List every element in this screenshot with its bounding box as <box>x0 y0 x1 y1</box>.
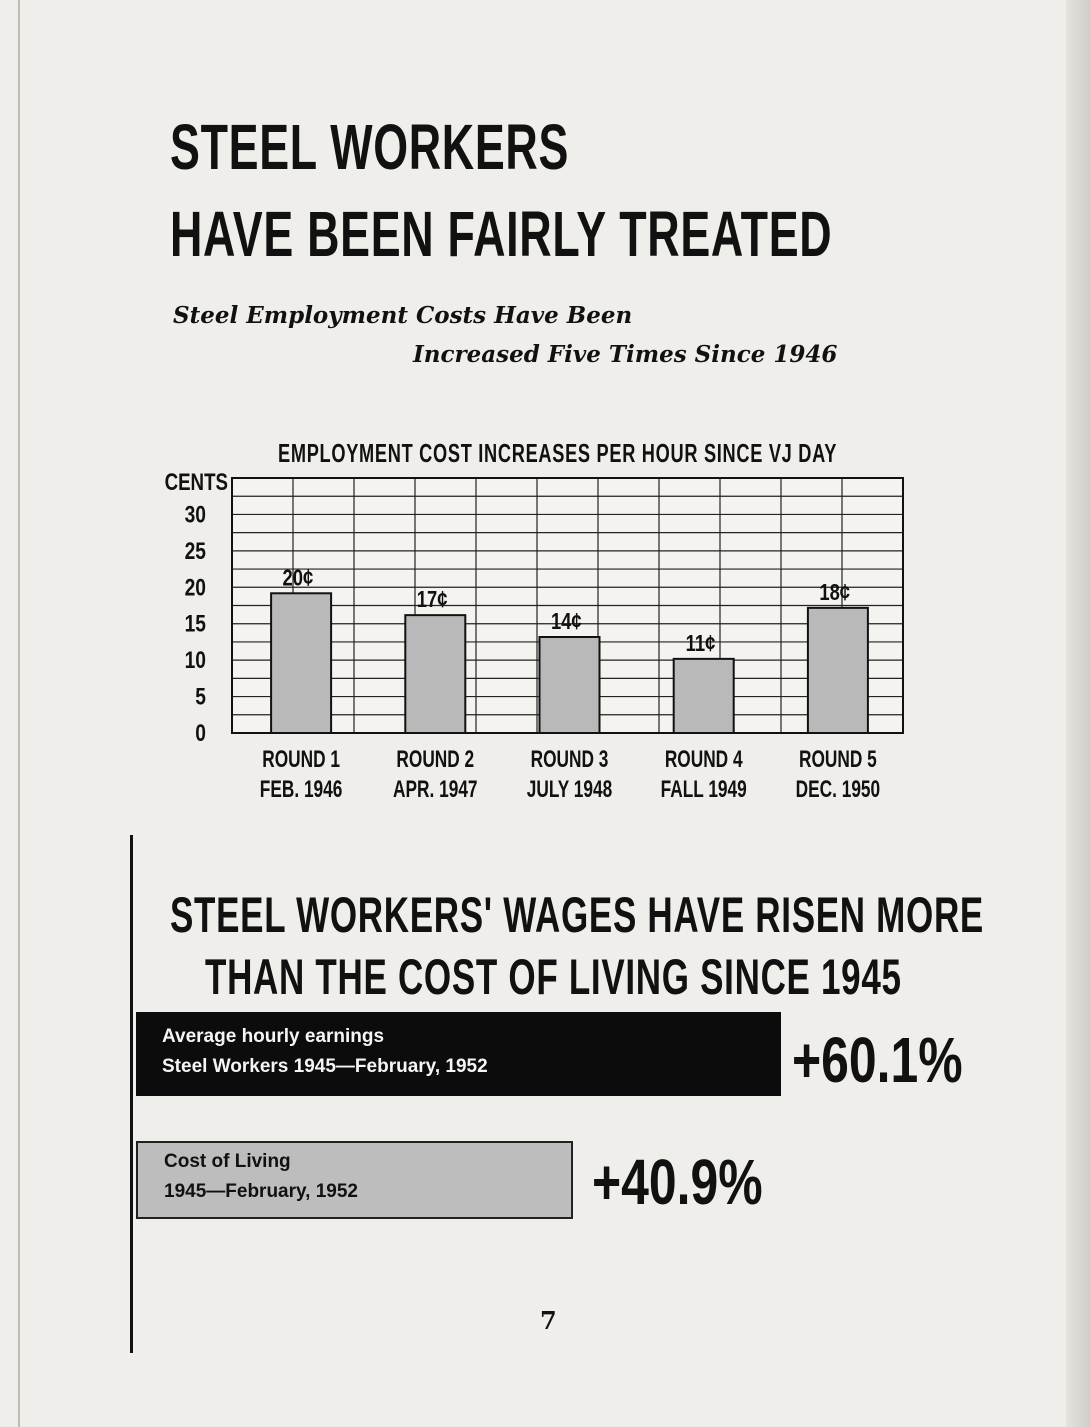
y-tick-label: 15 <box>184 609 206 638</box>
subtitle-line-1: Steel Employment Costs Have Been <box>173 302 633 329</box>
cost-of-living-bar <box>136 1141 573 1219</box>
subtitle-line-2: Increased Five Times Since 1946 <box>413 341 838 368</box>
bar <box>271 593 331 733</box>
x-tick-label-round: ROUND 3 <box>530 746 609 773</box>
cost-of-living-label-line-1: Cost of Living <box>164 1151 291 1172</box>
section-divider <box>130 835 133 1353</box>
y-axis-label: CENTS <box>164 468 228 496</box>
earnings-label-line-1: Average hourly earnings <box>162 1026 385 1047</box>
wages-title-line-2: THAN THE COST OF LIVING SINCE 1945 <box>205 949 902 1005</box>
y-tick-label: 25 <box>184 536 206 565</box>
x-tick-label-date: FEB. 1946 <box>259 776 343 803</box>
x-tick-label-round: ROUND 4 <box>664 746 743 773</box>
bar <box>405 615 465 733</box>
page-title-line-2: HAVE BEEN FAIRLY TREATED <box>170 198 833 270</box>
cost-of-living-percent: +40.9% <box>592 1146 763 1218</box>
earnings-bar <box>136 1012 781 1096</box>
bar <box>674 659 734 733</box>
x-tick-label-date: FALL 1949 <box>660 776 747 803</box>
page-number: 7 <box>540 1306 557 1335</box>
x-tick-label-round: ROUND 1 <box>262 746 340 773</box>
x-tick-label-date: JULY 1948 <box>526 776 613 803</box>
earnings-percent: +60.1% <box>792 1024 963 1096</box>
bar <box>540 637 600 733</box>
bar-value-label: 17¢ <box>416 587 448 613</box>
x-tick-label-date: DEC. 1950 <box>795 776 881 803</box>
y-tick-label: 0 <box>195 718 206 747</box>
y-tick-label: 30 <box>184 500 206 528</box>
earnings-label-line-2: Steel Workers 1945—February, 1952 <box>162 1056 488 1077</box>
bar-value-label: 11¢ <box>685 630 716 657</box>
wages-title-line-1: STEEL WORKERS' WAGES HAVE RISEN MORE <box>170 887 984 943</box>
x-tick-label-round: ROUND 2 <box>396 746 475 773</box>
y-tick-label: 5 <box>195 682 206 711</box>
bar-value-label: 14¢ <box>550 609 582 635</box>
x-tick-label-round: ROUND 5 <box>799 746 877 773</box>
chart-title: EMPLOYMENT COST INCREASES PER HOUR SINCE VJ DAY <box>278 438 838 468</box>
y-tick-label: 20 <box>184 573 206 601</box>
bar <box>808 608 868 733</box>
bar-value-label: 18¢ <box>819 579 851 606</box>
cost-of-living-label-line-2: 1945—February, 1952 <box>164 1181 358 1202</box>
y-tick-label: 10 <box>184 646 206 674</box>
x-tick-label-date: APR. 1947 <box>393 776 478 803</box>
bar-value-label: 20¢ <box>282 565 314 591</box>
page-title-line-1: STEEL WORKERS <box>170 111 570 183</box>
